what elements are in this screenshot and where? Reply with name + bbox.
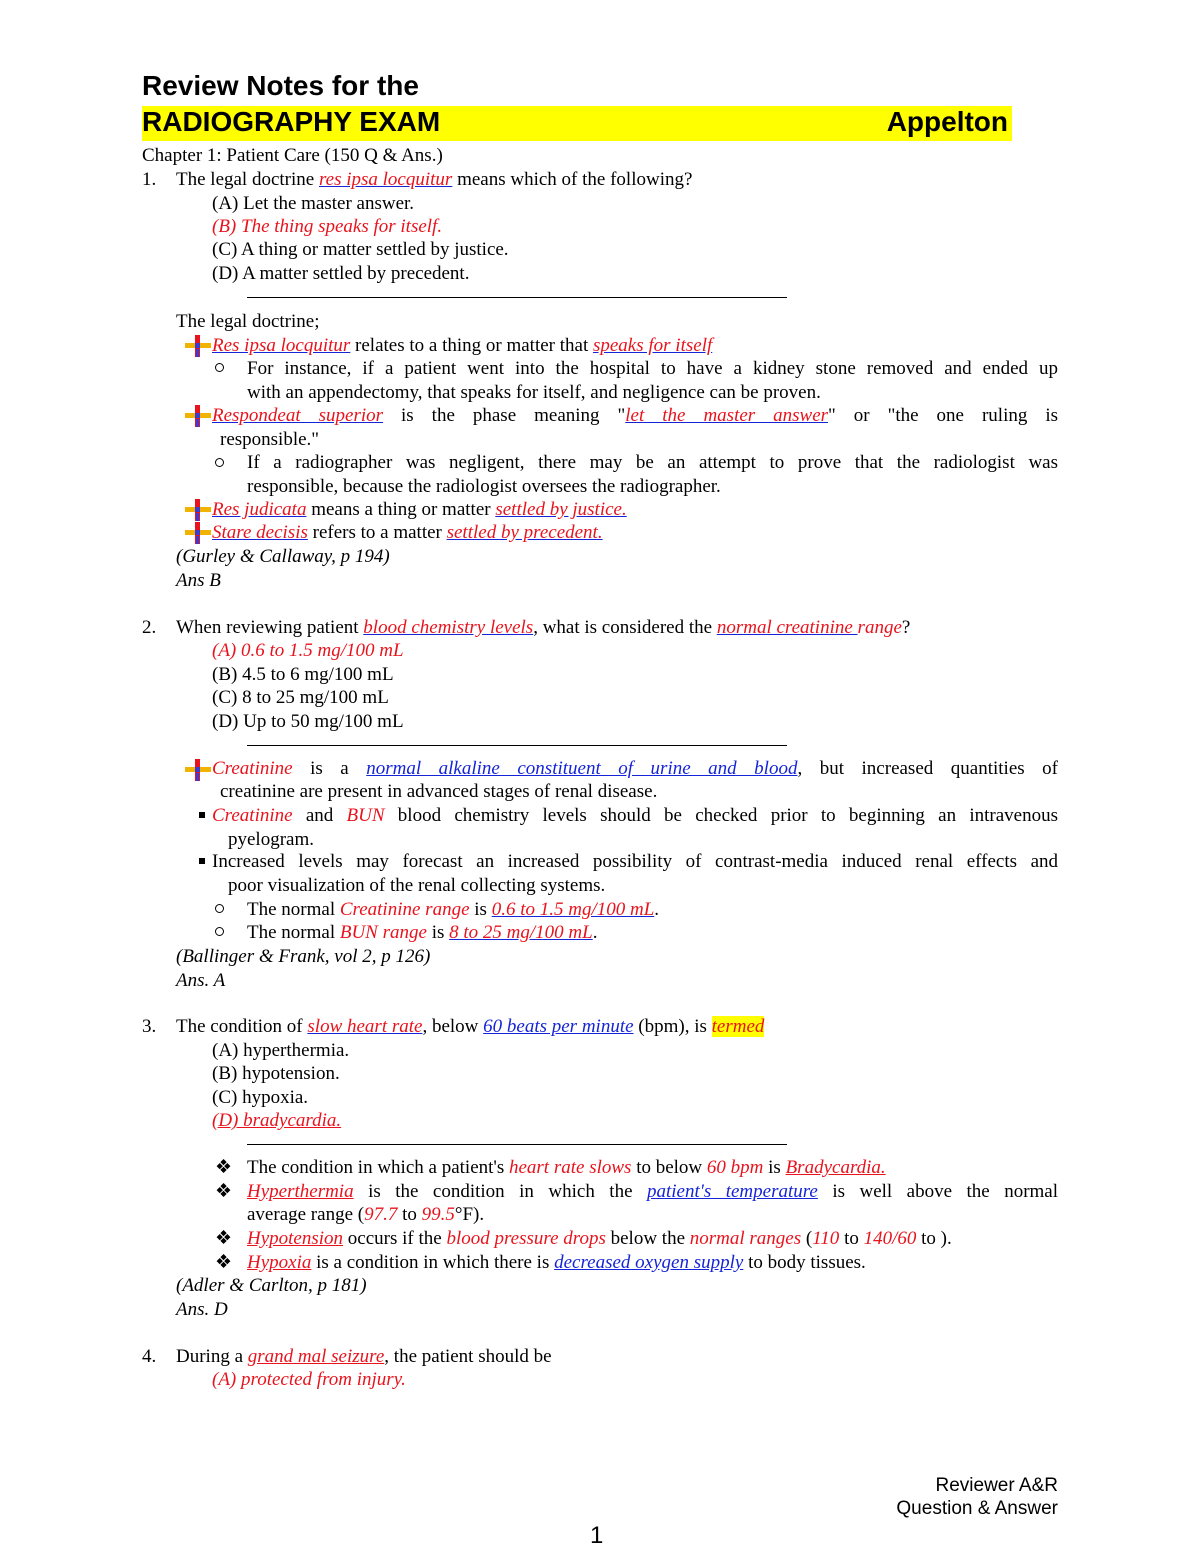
diamond-bullet-icon: ❖ [215, 1157, 233, 1178]
footer-reviewer: Reviewer A&R [935, 1475, 1058, 1496]
square-bullet-icon [199, 812, 205, 818]
q3-option-b: (B) hypotension. [212, 1063, 340, 1084]
q1-bullet-res-judicata: Res judicata means a thing or matter settled by justice. [212, 499, 627, 520]
q1-divider [247, 297, 787, 298]
page-number: 1 [590, 1522, 604, 1549]
q1-bullet-res-ipsa: Res ipsa locquitur relates to a thing or matter that speaks for itself [212, 335, 713, 356]
q3-divider [247, 1144, 787, 1145]
q2-answer: Ans. A [176, 970, 226, 991]
q3-bullet-hypoxia: Hypoxia is a condition in which there is decreased oxygen supply to body tissues. [247, 1252, 866, 1273]
circle-bullet-icon [215, 904, 224, 913]
title-publisher: Appelton [886, 106, 1008, 137]
q1-answer: Ans B [176, 570, 221, 591]
q2-creatinine-range: The normal Creatinine range is 0.6 to 1.5 mg/100 mL. [247, 899, 660, 920]
q1-option-a: (A) Let the master answer. [212, 193, 415, 214]
q2-sub-bullet-2: Increased levels may forecast an increased possibility of contrast-media induced renal effects and [212, 851, 1058, 872]
q3-answer: Ans. D [176, 1299, 228, 1320]
pin-bullet-icon [185, 405, 211, 427]
title-exam: RADIOGRAPHY EXAM [142, 106, 441, 137]
q4-number: 4. [142, 1346, 157, 1367]
q2-option-a-correct: (A) 0.6 to 1.5 mg/100 mL [212, 640, 404, 661]
q4-stem: During a grand mal seizure, the patient should be [176, 1346, 552, 1367]
pin-bullet-icon [185, 499, 211, 521]
q3-bullet-hypotension: Hypotension occurs if the blood pressure drops below the normal ranges (110 to 140/60 to ). [247, 1228, 952, 1249]
q1-option-d: (D) A matter settled by precedent. [212, 263, 470, 284]
q2-option-c: (C) 8 to 25 mg/100 mL [212, 687, 389, 708]
q2-bun-range: The normal BUN range is 8 to 25 mg/100 mL. [247, 922, 598, 943]
q2-bullet-creatinine: Creatinine is a normal alkaline constituent of urine and blood, but increased quantities of [212, 758, 1058, 779]
q3-bullet-hyperthermia: Hyperthermia is the condition in which the patient's temperature is well above the normal [247, 1181, 1059, 1202]
q3-bullet-bradycardia: The condition in which a patient's heart rate slows to below 60 bpm is Bradycardia. [247, 1157, 886, 1178]
q1-bullet-respondeat: Respondeat superior is the phase meaning "let the master answer" or "the one ruling is [212, 405, 1058, 426]
diamond-bullet-icon: ❖ [215, 1228, 233, 1249]
q1-sub-bullet-2-line1: If a radiographer was negligent, there may be an attempt to prove that the radiologist was [247, 452, 1058, 473]
q2-sub-bullet-1: Creatinine and BUN blood chemistry levels should be checked prior to beginning an intravenous [212, 805, 1059, 826]
q3-option-a: (A) hyperthermia. [212, 1040, 350, 1061]
q2-stem: When reviewing patient blood chemistry levels, what is considered the normal creatinine range? [176, 617, 911, 638]
q2-reference: (Ballinger & Frank, vol 2, p 126) [176, 946, 431, 967]
chapter-heading: Chapter 1: Patient Care (150 Q & Ans.) [142, 145, 443, 166]
q1-sub-bullet-1-line2: with an appendectomy, that speaks for itself, and negligence can be proven. [247, 382, 821, 403]
q2-sub-bullet-2-line2: poor visualization of the renal collecting systems. [228, 875, 606, 896]
q1-number: 1. [142, 169, 157, 190]
q2-number: 2. [142, 617, 157, 638]
q1-reference: (Gurley & Callaway, p 194) [176, 546, 390, 567]
doc-title-line2 [142, 106, 1012, 141]
q3-option-c: (C) hypoxia. [212, 1087, 309, 1108]
circle-bullet-icon [215, 458, 224, 467]
q1-stem: The legal doctrine res ipsa locquitur means which of the following? [176, 169, 693, 190]
square-bullet-icon [199, 858, 205, 864]
pin-bullet-icon [185, 759, 211, 781]
q2-option-b: (B) 4.5 to 6 mg/100 mL [212, 664, 394, 685]
pin-bullet-icon [185, 522, 211, 544]
q2-divider [247, 745, 787, 746]
q3-stem: The condition of slow heart rate, below 60 beats per minute (bpm), is termed [176, 1016, 765, 1037]
diamond-bullet-icon: ❖ [215, 1181, 233, 1202]
q3-number: 3. [142, 1016, 157, 1037]
q2-option-d: (D) Up to 50 mg/100 mL [212, 711, 404, 732]
pin-bullet-icon [185, 335, 211, 357]
q1-explanation-intro: The legal doctrine; [176, 311, 320, 332]
q1-option-b-correct: (B) The thing speaks for itself. [212, 216, 443, 237]
circle-bullet-icon [215, 363, 224, 372]
q3-option-d-correct: (D) bradycardia. [212, 1110, 342, 1131]
q4-option-a-correct: (A) protected from injury. [212, 1369, 406, 1390]
q2-sub-bullet-1-line2: pyelogram. [228, 829, 315, 850]
q2-bullet-creatinine-line2: creatinine are present in advanced stages of renal disease. [220, 781, 658, 802]
q3-reference: (Adler & Carlton, p 181) [176, 1275, 367, 1296]
q3-bullet-hyperthermia-line2: average range (97.7 to 99.5°F). [247, 1204, 485, 1225]
q1-bullet-stare-decisis: Stare decisis refers to a matter settled by precedent. [212, 522, 603, 543]
q1-option-c: (C) A thing or matter settled by justice. [212, 239, 509, 260]
doc-title-line1: Review Notes for the [142, 70, 419, 101]
circle-bullet-icon [215, 927, 224, 936]
q1-sub-bullet-1-line1: For instance, if a patient went into the hospital to have a kidney stone removed and ended up [247, 358, 1058, 379]
q1-bullet-respondeat-line2: responsible." [220, 429, 320, 450]
q1-sub-bullet-2-line2: responsible, because the radiologist oversees the radiographer. [247, 476, 721, 497]
diamond-bullet-icon: ❖ [215, 1252, 233, 1273]
footer-subtitle: Question & Answer [896, 1498, 1058, 1519]
